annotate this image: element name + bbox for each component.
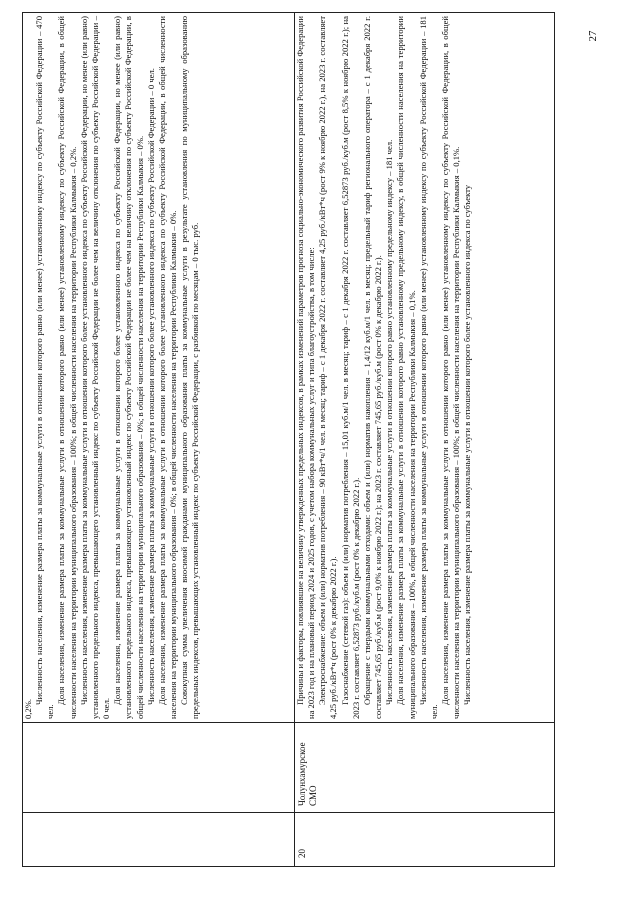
table-row — [23, 13, 295, 867]
municipality-name: Чолунхамурское СМО — [297, 742, 318, 806]
paragraph: Совокупная сумма увеличения вносимой гражданами муниципального образования платы за коммунальные услуги в результате установления по муниципальному образованию предельных индексов, превышающих установленный индекс по субъекту Российской Федерации, с разбивкой по месяцам – 0 тыс. руб. — [179, 16, 201, 719]
municipality-cell — [295, 723, 555, 813]
paragraph: Газоснабжение (сетевой газ): объем и (или) норматив потребления – 15,01 куб.м/1 чел. в месяц; тариф – с 1 декабря 2022 г. составляет 6,52873 руб./куб.м (рост 8,5% к ноябрю 2022 г.); на 2023 г. составляет 6,52873 руб./куб.м (рост 0% к декабрю 2022 г.). — [339, 16, 361, 719]
page-number: 27 — [587, 30, 599, 42]
paragraph: Доля населения, изменение размера платы за коммунальные услуги в отношении которого равно (или менее) установленному индексу по субъекту Российской Федерации, в общей численности населения на территории муниципального образования – 100%; в общей численности населения на территории Республики Калмыкия – 0,2%. — [56, 16, 78, 719]
row-number-cell — [295, 813, 555, 867]
paragraph: Численность населения, изменение размера платы за коммунальные услуги в отношении которого более установленного индекса по субъекту Российской Федерации, но менее (или равно) установленного предельного индекса, превышающего установленный индекс по субъекту Российской Федерации не более чем на величину отклонения по субъекту Российской Федерации – 0 чел. — [78, 16, 112, 719]
paragraph: Причины и факторы, повлиявшие на величину утвержденных предельных индексов, в рамках изменений параметров прогноза социально-экономического развития Российской Федерации на 2023 год и на плановый период 2024 и 2025 годов, с учетом набора коммунальных услуг и типа благоустройства, в том числе: — [295, 16, 317, 719]
paragraph: Численность населения, изменение размера платы за коммунальные услуги в отношении которого более установленного индекса по субъекту — [462, 184, 473, 705]
paragraph: 0,2%. — [23, 698, 33, 719]
paragraph: Численность населения, изменение размера платы за коммунальные услуги в отношении которого равно (или менее) установленному индексу по субъекту Российской Федерации – 181 чел. — [417, 16, 439, 719]
row-number: 20 — [297, 849, 307, 858]
paragraph: Обращение с твердыми коммунальными отходами: объем и (или) норматив накопления – 1,4/12 куб.м/1 чел. в месяц; предельный тариф регионального оператора – с 1 декабря 2022 г. составляет 745,65 руб./куб.м (рост 9,0% к ноябрю 2022 г.); на 2023 г. составляет 745,65 руб./куб.м (рост 0% к декабрю 2022 г.). — [361, 16, 384, 719]
data-table — [22, 12, 555, 867]
municipality-cell — [23, 723, 295, 813]
table-row — [295, 13, 555, 867]
paragraph: Электроснабжение: объем и (или) норматив потребления – 90 кВт*ч/1 чел. в месяц; тариф – с 1 декабря 2022 г. составляет 4,25 руб./кВт*ч (рост 9% к ноябрю 2022 г.), на 2023 г. составляет 4,25 руб./кВт*ч (рост 0% к декабрю 2022 г.). — [317, 16, 339, 719]
paragraph: Численность населения, изменение размера платы за коммунальные услуги в отношении которого более установленного индекса по субъекту Российской Федерации – 0 чел. — [145, 68, 156, 705]
description-cell — [295, 13, 555, 723]
row-number-cell — [23, 813, 295, 867]
paragraph: Численность населения, изменение размера платы за коммунальные услуги в отношении которого равно (или менее) установленному индексу по субъекту Российской Федерации – 470 чел. — [34, 16, 56, 719]
paragraph: Доля населения, изменение размера платы за коммунальные услуги в отношении которого равно (или менее) установленному индексу по субъекту Российской Федерации, в общей численности населения на территории муниципального образования – 100%; в общей численности населения на территории Республики Калмыкия – 0,1%. — [440, 16, 462, 719]
paragraph: Доля населения, изменение размера платы за коммунальные услуги в отношении которого равно установленному предельному индексу, в общей численности населения на территории муниципального образования – 100%, в общей численности населения на территории Республики Калмыкия – 0,1%. — [395, 16, 417, 719]
description-cell — [23, 13, 295, 723]
paragraph: Доля населения, изменение размера платы за коммунальные услуги в отношении которого более установленного индекса по субъекту Российской Федерации, но менее (или равно) установленного предельного индекса, превышающего установленный индекс по субъекту Российской Федерации не более чем на величину отклонения по субъекту Российской Федерации, в общей численности населения на территории муниципального образования – 0%; в общей численности населения на территории Республики Калмыкия – 0%. — [112, 16, 145, 719]
paragraph: Численность населения, изменение размера платы за коммунальные услуги в отношении которого равно установленному предельному индексу – 181 чел. — [384, 139, 395, 705]
paragraph: Доля населения, изменение размера платы за коммунальные услуги в отношении которого более установленного индекса по субъекту Российской Федерации, в общей численности населения на территории муниципального образования – 0%; в общей численности населения на территории Республики Калмыкия – 0%. — [156, 16, 179, 719]
rotated-table — [22, 12, 554, 867]
